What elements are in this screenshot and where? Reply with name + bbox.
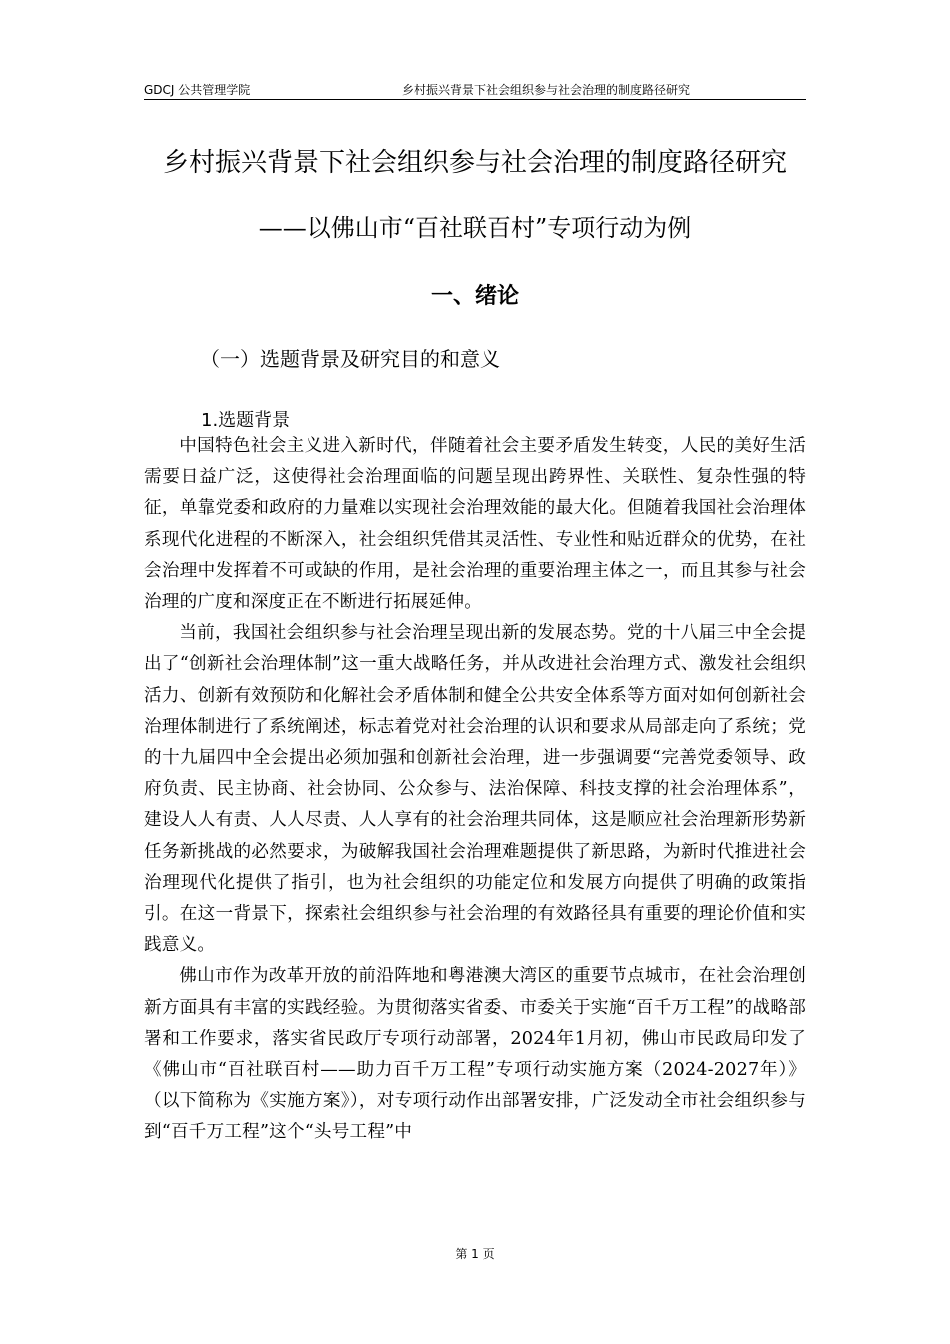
section-heading-1-1: （一）选题背景及研究目的和意义 <box>200 347 500 371</box>
paper-title: 乡村振兴背景下社会组织参与社会治理的制度路径研究 <box>162 148 787 178</box>
paper-subtitle: ——以佛山市“百社联百村”专项行动为例 <box>258 214 692 242</box>
section-heading-1-1-1: 1.选题背景 <box>201 410 291 431</box>
section-heading-1: 一、绪论 <box>430 284 519 309</box>
header-running-title: 乡村振兴背景下社会组织参与社会治理的制度路径研究 <box>402 83 691 97</box>
paragraph: 中国特色社会主义进入新时代，伴随着社会主要矛盾发生转变，人民的美好生活需要日益广泛，这使得社会治理面临的问题呈现出跨界性、关联性、复杂性强的特征，单靠党委和政府的力量难以实现社会治理效能的最大化。但随着我国社会治理体系现代化进程的不断深入，社会组织凭借其灵活性、专业性和贴近群众的优势，在社会治理中发挥着不可或缺的作用，是社会治理的重要治理主体之一，而且其参与社会治理的广度和深度正在不断进行拓展延伸。 <box>144 436 806 613</box>
page-header <box>144 79 806 100</box>
paragraph: 当前，我国社会组织参与社会治理呈现出新的发展态势。党的十八届三中全会提出了“创新社会治理体制”这一重大战略任务，并从改进社会治理方式、激发社会组织活力、创新有效预防和化解社会矛盾体制和健全公共安全体系等方面对如何创新社会治理体制进行了系统阐述，标志着党对社会治理的认识和要求从局部走向了系统；党的十九届四中全会提出必须加强和创新社会治理，进一步强调要“完善党委领导、政府负责、民主协商、社会协同、公众参与、法治保障、科技支撑的社会治理体系”，建设人人有责、人人尽责、人人享有的社会治理共同体，这是顺应社会治理新形势新任务新挑战的必然要求，为破解我国社会治理难题提供了新思路，为新时代推进社会治理现代化提供了指引，也为社会组织的功能定位和发展方向提供了明确的政策指引。在这一背景下，探索社会组织参与社会治理的有效路径具有重要的理论价值和实践意义。 <box>144 623 806 956</box>
body-text <box>144 431 806 1149</box>
page-number: 第 1 页 <box>455 1247 495 1261</box>
paragraph: 佛山市作为改革开放的前沿阵地和粤港澳大湾区的重要节点城市，在社会治理创新方面具有丰富的实践经验。为贯彻落实省委、市委关于实施“百千万工程”的战略部署和工作要求，落实省民政厅专项行动部署，2024年1月初，佛山市民政局印发了《佛山市“百社联百村——助力百千万工程”专项行动实施方案（2024-2027年）》（以下简称为《实施方案》），对专项行动作出部署安排，广泛发动全市社会组织参与到“百千万工程”这个“头号工程”中 <box>144 966 806 1143</box>
header-institution: GDCJ 公共管理学院 <box>144 83 251 97</box>
